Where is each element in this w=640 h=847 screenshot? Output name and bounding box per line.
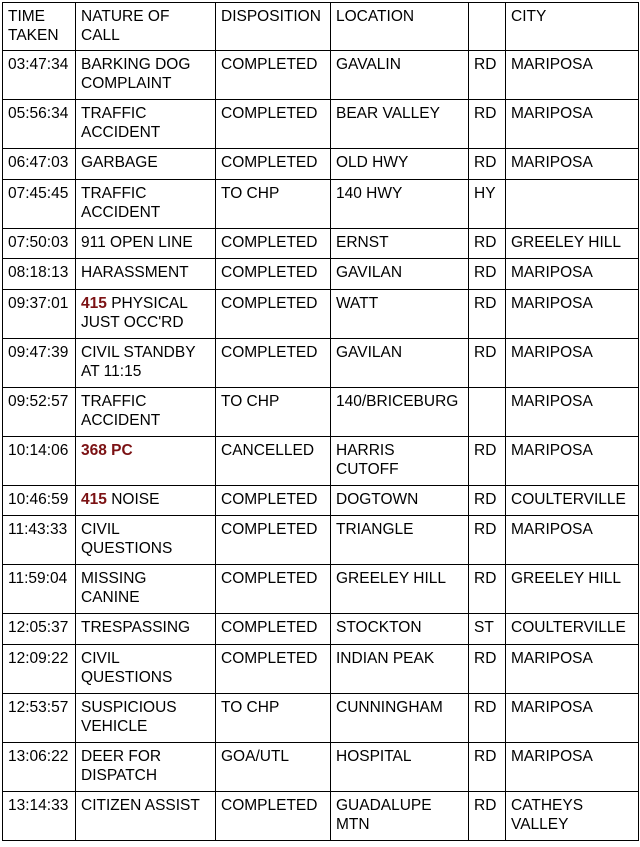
cell-city	[506, 229, 639, 259]
header-time-taken	[3, 3, 76, 51]
location-line: DOGTOWN	[336, 491, 419, 508]
table-row	[3, 51, 639, 100]
nature-text: MISSING	[81, 570, 147, 587]
cell-street-suffix: RD	[469, 339, 506, 388]
location-line: GAVALIN	[336, 56, 401, 73]
nature-line	[81, 668, 210, 687]
nature-line	[81, 392, 210, 411]
city-line: VALLEY	[511, 816, 569, 833]
cell-city	[506, 388, 639, 437]
cell-time-taken: 07:50:03	[3, 229, 76, 259]
nature-text: DEER FOR	[81, 748, 162, 765]
cell-location	[331, 229, 469, 259]
city-line: GREELEY HILL	[511, 234, 621, 251]
nature-text: DISPATCH	[81, 767, 158, 784]
cell-disposition: COMPLETED	[216, 792, 331, 841]
cell-street-suffix: RD	[469, 229, 506, 259]
cell-city	[506, 290, 639, 339]
cell-disposition: TO CHP	[216, 694, 331, 743]
city-line: COULTERVILLE	[511, 491, 626, 508]
nature-line	[81, 520, 210, 539]
nature-text: AT 11:15	[81, 363, 142, 380]
city-line: MARIPOSA	[511, 393, 593, 410]
nature-line	[81, 649, 210, 668]
nature-code: 368 PC	[81, 442, 133, 459]
cell-location	[331, 259, 469, 290]
city-line: CATHEYS	[511, 797, 584, 814]
nature-text: GARBAGE	[81, 154, 158, 171]
nature-line	[81, 313, 210, 332]
header-suffix	[469, 3, 506, 51]
table-row	[3, 486, 639, 516]
nature-text: SUSPICIOUS	[81, 699, 177, 716]
nature-line	[81, 441, 210, 460]
cell-nature-of-call	[76, 792, 216, 841]
cell-street-suffix: HY	[469, 180, 506, 229]
cell-city	[506, 792, 639, 841]
cell-street-suffix: RD	[469, 437, 506, 486]
table-row	[3, 743, 639, 792]
city-line: MARIPOSA	[511, 295, 593, 312]
cell-disposition: TO CHP	[216, 180, 331, 229]
cell-disposition: COMPLETED	[216, 614, 331, 645]
nature-line	[81, 766, 210, 785]
header-time-line-2: TAKEN	[8, 27, 59, 44]
location-line: ERNST	[336, 234, 389, 251]
nature-text: QUESTIONS	[81, 540, 173, 557]
cell-city	[506, 51, 639, 100]
cell-time-taken: 07:45:45	[3, 180, 76, 229]
city-line: MARIPOSA	[511, 650, 593, 667]
cell-location	[331, 792, 469, 841]
cell-time-taken: 10:46:59	[3, 486, 76, 516]
cell-city	[506, 100, 639, 149]
cell-location	[331, 694, 469, 743]
cell-location	[331, 565, 469, 614]
city-line: MARIPOSA	[511, 748, 593, 765]
table-row	[3, 290, 639, 339]
cell-location	[331, 290, 469, 339]
header-time-line-1: TIME	[8, 8, 46, 25]
cell-time-taken: 08:18:13	[3, 259, 76, 290]
cell-street-suffix: RD	[469, 290, 506, 339]
nature-line	[81, 698, 210, 717]
cell-location	[331, 614, 469, 645]
nature-text: CANINE	[81, 589, 140, 606]
cell-location	[331, 645, 469, 694]
cell-time-taken: 09:52:57	[3, 388, 76, 437]
cell-nature-of-call	[76, 437, 216, 486]
location-line: BEAR VALLEY	[336, 105, 440, 122]
table-row	[3, 339, 639, 388]
location-line: GREELEY HILL	[336, 570, 446, 587]
cell-city	[506, 694, 639, 743]
cell-time-taken: 09:47:39	[3, 339, 76, 388]
cell-location	[331, 388, 469, 437]
nature-line	[81, 74, 210, 93]
call-log-table	[2, 2, 639, 841]
nature-line	[81, 343, 210, 362]
cell-nature-of-call	[76, 388, 216, 437]
cell-disposition: TO CHP	[216, 388, 331, 437]
nature-line	[81, 184, 210, 203]
cell-time-taken: 12:05:37	[3, 614, 76, 645]
nature-line	[81, 411, 210, 430]
nature-line	[81, 539, 210, 558]
nature-text: VEHICLE	[81, 718, 148, 735]
nature-line	[81, 104, 210, 123]
header-nature-line-2: CALL	[81, 27, 120, 44]
city-line: MARIPOSA	[511, 521, 593, 538]
table-row	[3, 229, 639, 259]
city-line: MARIPOSA	[511, 442, 593, 459]
cell-time-taken: 06:47:03	[3, 149, 76, 180]
city-line: MARIPOSA	[511, 105, 593, 122]
cell-city	[506, 614, 639, 645]
cell-nature-of-call	[76, 645, 216, 694]
cell-nature-of-call	[76, 486, 216, 516]
table-row	[3, 792, 639, 841]
cell-city	[506, 149, 639, 180]
location-line: GAVILAN	[336, 344, 403, 361]
header-row	[3, 3, 639, 51]
city-line: COULTERVILLE	[511, 619, 626, 636]
table-row	[3, 645, 639, 694]
nature-text: TRAFFIC	[81, 393, 147, 410]
cell-time-taken: 10:14:06	[3, 437, 76, 486]
cell-nature-of-call	[76, 743, 216, 792]
table-row	[3, 614, 639, 645]
cell-disposition: COMPLETED	[216, 645, 331, 694]
cell-disposition: COMPLETED	[216, 259, 331, 290]
nature-line	[81, 153, 210, 172]
cell-disposition: COMPLETED	[216, 51, 331, 100]
table-row	[3, 100, 639, 149]
cell-time-taken: 11:43:33	[3, 516, 76, 565]
cell-nature-of-call	[76, 100, 216, 149]
nature-line	[81, 588, 210, 607]
location-line: HOSPITAL	[336, 748, 412, 765]
location-line: OLD HWY	[336, 154, 409, 171]
cell-street-suffix: RD	[469, 743, 506, 792]
cell-city	[506, 486, 639, 516]
nature-line	[81, 123, 210, 142]
nature-code: 415	[81, 491, 107, 508]
cell-nature-of-call	[76, 290, 216, 339]
nature-text: TRAFFIC	[81, 105, 147, 122]
cell-nature-of-call	[76, 694, 216, 743]
cell-street-suffix: RD	[469, 565, 506, 614]
city-line: MARIPOSA	[511, 154, 593, 171]
nature-text: ACCIDENT	[81, 204, 161, 221]
nature-line	[81, 203, 210, 222]
cell-street-suffix: RD	[469, 100, 506, 149]
cell-nature-of-call	[76, 51, 216, 100]
cell-street-suffix: ST	[469, 614, 506, 645]
cell-nature-of-call	[76, 614, 216, 645]
nature-text: JUST OCC'RD	[81, 314, 184, 331]
cell-disposition: COMPLETED	[216, 149, 331, 180]
cell-location	[331, 516, 469, 565]
header-disposition: DISPOSITION	[216, 3, 331, 51]
location-line: TRIANGLE	[336, 521, 414, 538]
nature-line	[81, 362, 210, 381]
cell-location	[331, 437, 469, 486]
cell-time-taken: 05:56:34	[3, 100, 76, 149]
location-line: STOCKTON	[336, 619, 422, 636]
location-line: CUNNINGHAM	[336, 699, 443, 716]
cell-time-taken: 13:14:33	[3, 792, 76, 841]
header-location: LOCATION	[331, 3, 469, 51]
header-city: CITY	[506, 3, 639, 51]
cell-city	[506, 180, 639, 229]
nature-text: COMPLAINT	[81, 75, 172, 92]
city-line: GREELEY HILL	[511, 570, 621, 587]
nature-text: PHYSICAL	[111, 295, 188, 312]
table-row	[3, 437, 639, 486]
cell-nature-of-call	[76, 565, 216, 614]
cell-time-taken: 03:47:34	[3, 51, 76, 100]
location-line: MTN	[336, 816, 370, 833]
cell-disposition: COMPLETED	[216, 516, 331, 565]
cell-city	[506, 437, 639, 486]
location-line: CUTOFF	[336, 461, 399, 478]
table-row	[3, 694, 639, 743]
nature-line	[81, 55, 210, 74]
cell-city	[506, 339, 639, 388]
header-nature-line-1: NATURE OF	[81, 8, 170, 25]
cell-location	[331, 51, 469, 100]
cell-time-taken: 12:53:57	[3, 694, 76, 743]
cell-time-taken: 09:37:01	[3, 290, 76, 339]
location-line: GUADALUPE	[336, 797, 432, 814]
nature-line	[81, 796, 210, 815]
cell-city	[506, 516, 639, 565]
nature-text: TRAFFIC	[81, 185, 147, 202]
table-row	[3, 259, 639, 290]
nature-text: QUESTIONS	[81, 669, 173, 686]
location-line: GAVILAN	[336, 264, 403, 281]
cell-nature-of-call	[76, 229, 216, 259]
nature-text: TRESPASSING	[81, 619, 191, 636]
nature-line	[81, 618, 210, 637]
cell-disposition: COMPLETED	[216, 290, 331, 339]
call-log-body	[3, 51, 639, 841]
header-nature-of-call	[76, 3, 216, 51]
nature-line	[81, 294, 210, 313]
location-line: 140/BRICEBURG	[336, 393, 459, 410]
cell-location	[331, 149, 469, 180]
cell-street-suffix: RD	[469, 486, 506, 516]
nature-text: CITIZEN ASSIST	[81, 797, 200, 814]
cell-nature-of-call	[76, 180, 216, 229]
nature-text: CIVIL STANDBY	[81, 344, 196, 361]
nature-line	[81, 717, 210, 736]
cell-disposition: GOA/UTL	[216, 743, 331, 792]
cell-disposition: COMPLETED	[216, 565, 331, 614]
cell-nature-of-call	[76, 149, 216, 180]
location-line: WATT	[336, 295, 379, 312]
cell-location	[331, 486, 469, 516]
cell-street-suffix: RD	[469, 149, 506, 180]
cell-location	[331, 180, 469, 229]
cell-city	[506, 743, 639, 792]
cell-city	[506, 259, 639, 290]
cell-disposition: CANCELLED	[216, 437, 331, 486]
table-row	[3, 149, 639, 180]
nature-code: 415	[81, 295, 107, 312]
city-line: MARIPOSA	[511, 264, 593, 281]
nature-line	[81, 747, 210, 766]
table-row	[3, 388, 639, 437]
nature-line	[81, 490, 210, 509]
cell-nature-of-call	[76, 339, 216, 388]
nature-text: CIVIL	[81, 650, 120, 667]
cell-time-taken: 12:09:22	[3, 645, 76, 694]
nature-text: ACCIDENT	[81, 412, 161, 429]
table-row	[3, 180, 639, 229]
nature-text: ACCIDENT	[81, 124, 161, 141]
nature-line	[81, 569, 210, 588]
cell-time-taken: 13:06:22	[3, 743, 76, 792]
nature-text: 911 OPEN LINE	[81, 234, 193, 251]
city-line: MARIPOSA	[511, 699, 593, 716]
cell-nature-of-call	[76, 516, 216, 565]
cell-disposition: COMPLETED	[216, 486, 331, 516]
cell-disposition: COMPLETED	[216, 339, 331, 388]
cell-time-taken: 11:59:04	[3, 565, 76, 614]
cell-city	[506, 645, 639, 694]
cell-street-suffix	[469, 388, 506, 437]
cell-disposition: COMPLETED	[216, 100, 331, 149]
nature-text: CIVIL	[81, 521, 120, 538]
cell-street-suffix: RD	[469, 645, 506, 694]
nature-line	[81, 263, 210, 282]
nature-text: BARKING DOG	[81, 56, 191, 73]
cell-street-suffix: RD	[469, 792, 506, 841]
table-row	[3, 565, 639, 614]
nature-line	[81, 233, 210, 252]
location-line: HARRIS	[336, 442, 395, 459]
cell-city	[506, 565, 639, 614]
cell-street-suffix: RD	[469, 694, 506, 743]
cell-disposition: COMPLETED	[216, 229, 331, 259]
cell-street-suffix: RD	[469, 51, 506, 100]
location-line: 140 HWY	[336, 185, 403, 202]
cell-location	[331, 743, 469, 792]
table-row	[3, 516, 639, 565]
nature-text: NOISE	[111, 491, 160, 508]
cell-location	[331, 100, 469, 149]
nature-text: HARASSMENT	[81, 264, 189, 281]
cell-nature-of-call	[76, 259, 216, 290]
city-line: MARIPOSA	[511, 344, 593, 361]
cell-street-suffix: RD	[469, 259, 506, 290]
city-line: MARIPOSA	[511, 56, 593, 73]
cell-street-suffix: RD	[469, 516, 506, 565]
location-line: INDIAN PEAK	[336, 650, 435, 667]
cell-location	[331, 339, 469, 388]
